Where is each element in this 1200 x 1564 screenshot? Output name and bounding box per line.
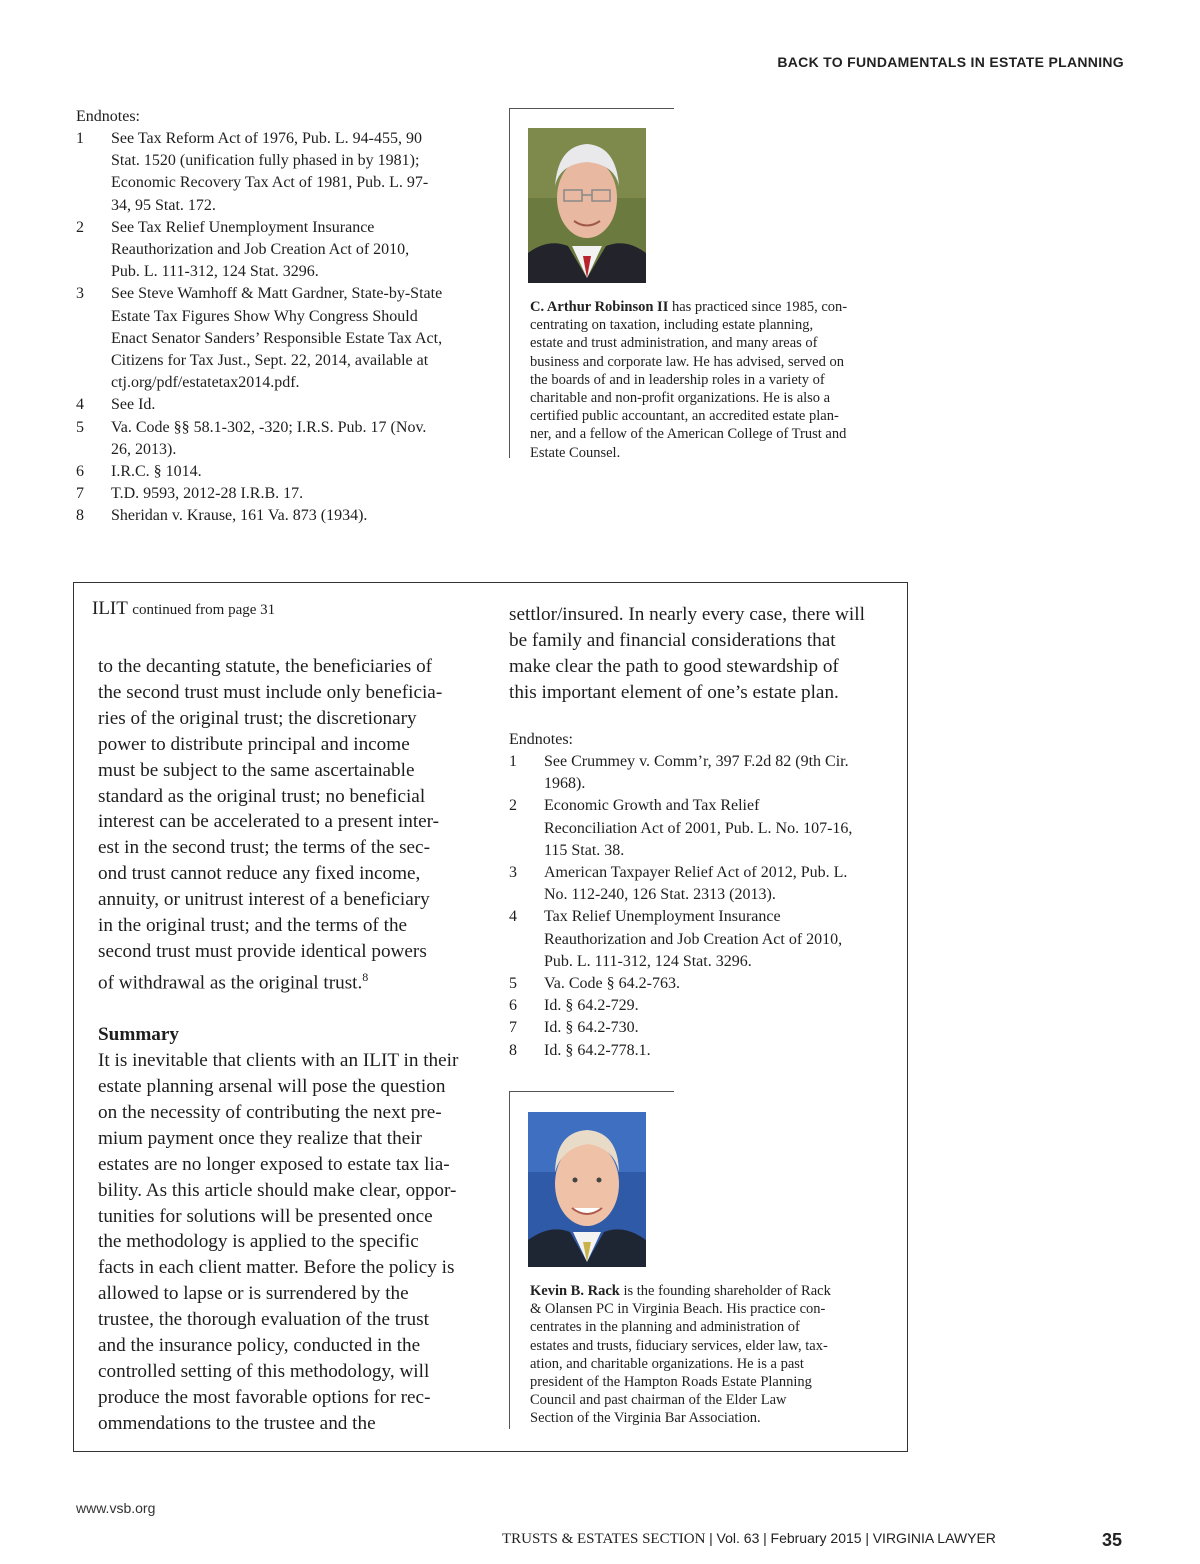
footer-section: TRUSTS & ESTATES SECTION	[502, 1531, 706, 1547]
endnote-line: T.D. 9593, 2012-28 I.R.B. 17.	[111, 485, 304, 503]
author-bio-rack	[509, 1091, 890, 1429]
endnotes-heading: Endnotes:	[509, 731, 573, 748]
endnote-line: Economic Growth and Tax Relief	[544, 797, 760, 815]
endnote-number: 5	[509, 975, 517, 993]
endnote-number: 7	[76, 485, 84, 503]
endnote-line: Reauthorization and Job Creation Act of 2010,	[544, 930, 843, 948]
endnote-text	[111, 128, 476, 217]
text-line: produce the most favorable options for rec-	[98, 1386, 431, 1408]
endnote-text	[111, 283, 476, 394]
endnote-line: See Tax Relief Unemployment Insurance	[111, 218, 375, 236]
endnote-line: See Crummey v. Comm’r, 397 F.2d 82 (9th Cir.	[544, 753, 849, 770]
text-line: est in the second trust; the terms of the sec-	[98, 837, 430, 859]
endnote-text	[111, 394, 476, 416]
endnote-number: 8	[76, 507, 84, 525]
bio-rule	[510, 1091, 674, 1092]
text-line: mium payment once they realize that their	[98, 1127, 422, 1149]
bio-line: president of the Hampton Roads Estate Planning	[530, 1374, 812, 1391]
endnotes-list	[509, 751, 889, 1062]
text-line: settlor/insured. In nearly every case, there will	[509, 604, 865, 625]
bio-line: business and corporate law. He has advised, served on	[530, 353, 844, 370]
summary-heading: Summary	[98, 1024, 180, 1046]
endnote-item	[509, 751, 889, 795]
endnote-line: See Tax Reform Act of 1976, Pub. L. 94-455, 90	[111, 130, 422, 147]
endnote-item	[76, 128, 476, 217]
bio-line: has practiced since 1985, con-	[671, 299, 848, 315]
endnotes-heading: Endnotes:	[76, 108, 140, 125]
endnote-number: 1	[76, 130, 84, 147]
bio-line: certified public accountant, an accredited estate plan-	[530, 408, 839, 425]
endnote-item	[509, 973, 889, 995]
endnote-line: See Steve Wamhoff & Matt Gardner, State-by-State	[111, 285, 443, 303]
endnote-text	[111, 461, 476, 483]
ilit-continued-label	[92, 598, 275, 620]
endnote-text	[544, 995, 889, 1017]
ilit-endnotes	[509, 731, 889, 1062]
bio-line: ner, and a fellow of the American College of Trust and	[530, 426, 847, 443]
endnote-text	[544, 795, 889, 862]
endnote-text	[544, 751, 889, 795]
bio-line: is the founding shareholder of Rack	[623, 1283, 831, 1299]
endnote-number: 7	[509, 1019, 517, 1037]
endnote-number: 2	[76, 218, 84, 236]
text-line: It is inevitable that clients with an ILIT in their	[98, 1050, 459, 1072]
author-name: C. Arthur Robinson II	[530, 299, 669, 315]
text-line: ond trust cannot reduce any fixed income,	[98, 863, 421, 885]
endnote-number: 1	[509, 753, 517, 770]
endnote-number: 4	[76, 396, 84, 414]
text-line: bility. As this article should make clear, oppor-	[98, 1179, 457, 1201]
endnote-line: 1968).	[544, 775, 586, 793]
bio-line: estates and trusts, fiduciary services, elder law, tax-	[530, 1337, 828, 1354]
decanting-paragraph	[98, 654, 478, 996]
endnote-item	[509, 1040, 889, 1062]
endnote-line: No. 112-240, 126 Stat. 2313 (2013).	[544, 886, 776, 904]
footer-publication	[502, 1530, 996, 1548]
footnote-ref: 8	[362, 969, 369, 984]
endnote-line: ctj.org/pdf/estatetax2014.pdf.	[111, 374, 300, 392]
footer-sep: |	[865, 1530, 869, 1546]
ilit-right-column	[509, 602, 889, 706]
endnote-text	[544, 1040, 889, 1062]
text-line: and the insurance policy, conducted in the	[98, 1335, 421, 1357]
endnote-text	[111, 505, 476, 527]
bio-line: ation, and charitable organizations. He is a past	[530, 1355, 804, 1372]
endnote-text	[111, 217, 476, 284]
endnote-line: Id. § 64.2-778.1.	[544, 1041, 651, 1059]
text-line: must be subject to the same ascertainable	[98, 759, 415, 781]
bio-line: estate and trust administration, and many areas of	[530, 335, 818, 352]
endnote-text	[544, 862, 889, 906]
endnote-line: Citizens for Tax Just., Sept. 22, 2014, available at	[111, 352, 429, 370]
text-line: interest can be accelerated to a present inter-	[98, 811, 440, 833]
endnote-line: Tax Relief Unemployment Insurance	[544, 908, 781, 926]
running-head: BACK TO FUNDAMENTALS IN ESTATE PLANNING	[777, 54, 1124, 70]
endnote-number: 5	[76, 418, 84, 436]
endnote-text	[111, 417, 476, 461]
footer-magazine: VIRGINIA LAWYER	[872, 1530, 996, 1546]
bio-text-rack	[530, 1282, 890, 1428]
endnote-item	[509, 795, 889, 862]
endnote-line: Reconciliation Act of 2001, Pub. L. No. 107-16,	[544, 819, 853, 837]
endnote-item	[76, 505, 476, 527]
endnote-line: Stat. 1520 (unification fully phased in by 1981);	[111, 152, 420, 170]
endnote-line: Reauthorization and Job Creation Act of 2010,	[111, 241, 410, 259]
footer-sep: |	[709, 1530, 713, 1546]
summary-paragraph	[98, 1048, 478, 1437]
endnote-number: 8	[509, 1041, 517, 1059]
endnote-line: Estate Tax Figures Show Why Congress Should	[111, 307, 418, 325]
text-line: in the original trust; and the terms of the	[98, 915, 408, 937]
continued-note: continued from page 31	[132, 602, 276, 618]
footer-url: www.vsb.org	[76, 1500, 156, 1516]
endnote-line: Id. § 64.2-729.	[544, 997, 639, 1015]
endnotes-list	[76, 128, 476, 528]
text-line: of withdrawal as the original trust.$^8$	[98, 969, 369, 994]
bio-body	[530, 299, 847, 461]
text-line: to the decanting statute, the beneficiaries of	[98, 656, 433, 677]
endnote-item	[76, 283, 476, 394]
endnote-line: Va. Code § 64.2-763.	[544, 975, 680, 993]
endnote-text	[544, 973, 889, 995]
endnote-line: Sheridan v. Krause, 161 Va. 873 (1934).	[111, 507, 368, 525]
bio-body	[530, 1283, 831, 1426]
endnote-line: Pub. L. 111-312, 124 Stat. 3296.	[544, 952, 752, 970]
text-line: this important element of one’s estate plan.	[509, 681, 839, 703]
text-line: standard as the original trust; no beneficial	[98, 785, 426, 807]
endnote-line: 115 Stat. 38.	[544, 841, 625, 859]
endnote-item	[509, 862, 889, 906]
endnote-line: Va. Code §§ 58.1-302, -320; I.R.S. Pub. 17 (Nov.	[111, 418, 427, 436]
text-line: controlled setting of this methodology, will	[98, 1360, 430, 1382]
bio-line: Council and past chairman of the Elder Law	[530, 1392, 787, 1409]
text-line: ries of the original trust; the discretionary	[98, 707, 417, 729]
bio-line: the boards of and in leadership roles in a variety of	[530, 371, 825, 388]
endnote-text	[544, 1017, 889, 1039]
text-line: the methodology is applied to the specific	[98, 1231, 419, 1253]
endnote-item	[509, 995, 889, 1017]
footer-volume: Vol. 63	[716, 1530, 760, 1546]
endnote-line: Enact Senator Sanders’ Responsible Estate Tax Act,	[111, 329, 443, 347]
text-line: estate planning arsenal will pose the question	[98, 1075, 446, 1097]
text-line: second trust must provide identical powers	[98, 940, 427, 962]
text-line: be family and financial considerations that	[509, 629, 836, 651]
author-photo-robinson	[528, 128, 646, 283]
text-line: ommendations to the trustee and the	[98, 1412, 376, 1434]
top-endnotes	[76, 108, 476, 528]
author-name: Kevin B. Rack	[530, 1283, 620, 1299]
bio-rule	[510, 108, 674, 109]
text-line: facts in each client matter. Before the policy is	[98, 1257, 455, 1279]
endnote-number: 3	[76, 285, 84, 303]
endnote-item	[509, 906, 889, 973]
footer-sep: |	[763, 1530, 767, 1546]
endnote-line: Id. § 64.2-730.	[544, 1019, 639, 1037]
bio-line: Estate Counsel.	[530, 444, 621, 461]
endnote-line: See Id.	[111, 396, 156, 414]
endnote-number: 6	[509, 997, 517, 1015]
bio-line: Section of the Virginia Bar Association.	[530, 1410, 761, 1427]
endnote-line: Pub. L. 111-312, 124 Stat. 3296.	[111, 263, 319, 281]
endnote-item	[76, 417, 476, 461]
ilit-left-column	[98, 654, 478, 1437]
endnote-text	[544, 906, 889, 973]
ilit-title: ILIT	[92, 598, 128, 619]
text-line: tunities for solutions will be presented once	[98, 1205, 433, 1227]
text-line: make clear the path to good stewardship of	[509, 655, 839, 677]
endnote-line: American Taxpayer Relief Act of 2012, Pub. L.	[544, 864, 848, 882]
author-bio-robinson	[509, 108, 890, 461]
endnote-line: 34, 95 Stat. 172.	[111, 196, 216, 214]
footer-date: February 2015	[770, 1530, 862, 1546]
endnote-line: 26, 2013).	[111, 440, 177, 458]
text-line: annuity, or unitrust interest of a beneficiary	[98, 889, 430, 911]
endnote-item	[76, 217, 476, 284]
endnote-line: I.R.C. § 1014.	[111, 463, 202, 481]
endnote-number: 4	[509, 908, 517, 926]
text-line: trustee, the thorough evaluation of the trust	[98, 1309, 429, 1331]
conclusion-paragraph	[509, 602, 889, 706]
page-number: 35	[1102, 1530, 1123, 1550]
endnote-number: 3	[509, 864, 517, 882]
text-line: on the necessity of contributing the next pre-	[98, 1101, 442, 1123]
text-line: estates are no longer exposed to estate tax lia-	[98, 1153, 450, 1175]
bio-text-robinson	[530, 298, 890, 462]
text-line: power to distribute principal and income	[98, 733, 410, 755]
endnote-item	[76, 483, 476, 505]
endnote-line: Economic Recovery Tax Act of 1981, Pub. L. 97-	[111, 174, 429, 192]
endnote-text	[111, 483, 476, 505]
endnote-item	[76, 394, 476, 416]
endnote-number: 2	[509, 797, 517, 815]
endnote-item	[76, 461, 476, 483]
endnote-number: 6	[76, 463, 84, 481]
bio-line: centrating on taxation, including estate planning,	[530, 317, 814, 334]
bio-line: centrates in the planning and administration of	[530, 1319, 800, 1336]
bio-line: charitable and non-profit organizations. He is also a	[530, 390, 831, 407]
text-line: allowed to lapse or is surrendered by the	[98, 1283, 409, 1305]
bio-line: & Olansen PC in Virginia Beach. His practice con-	[530, 1301, 826, 1318]
text-line: the second trust must include only beneficia-	[98, 681, 443, 703]
author-photo-rack	[528, 1112, 646, 1267]
endnote-item	[509, 1017, 889, 1039]
